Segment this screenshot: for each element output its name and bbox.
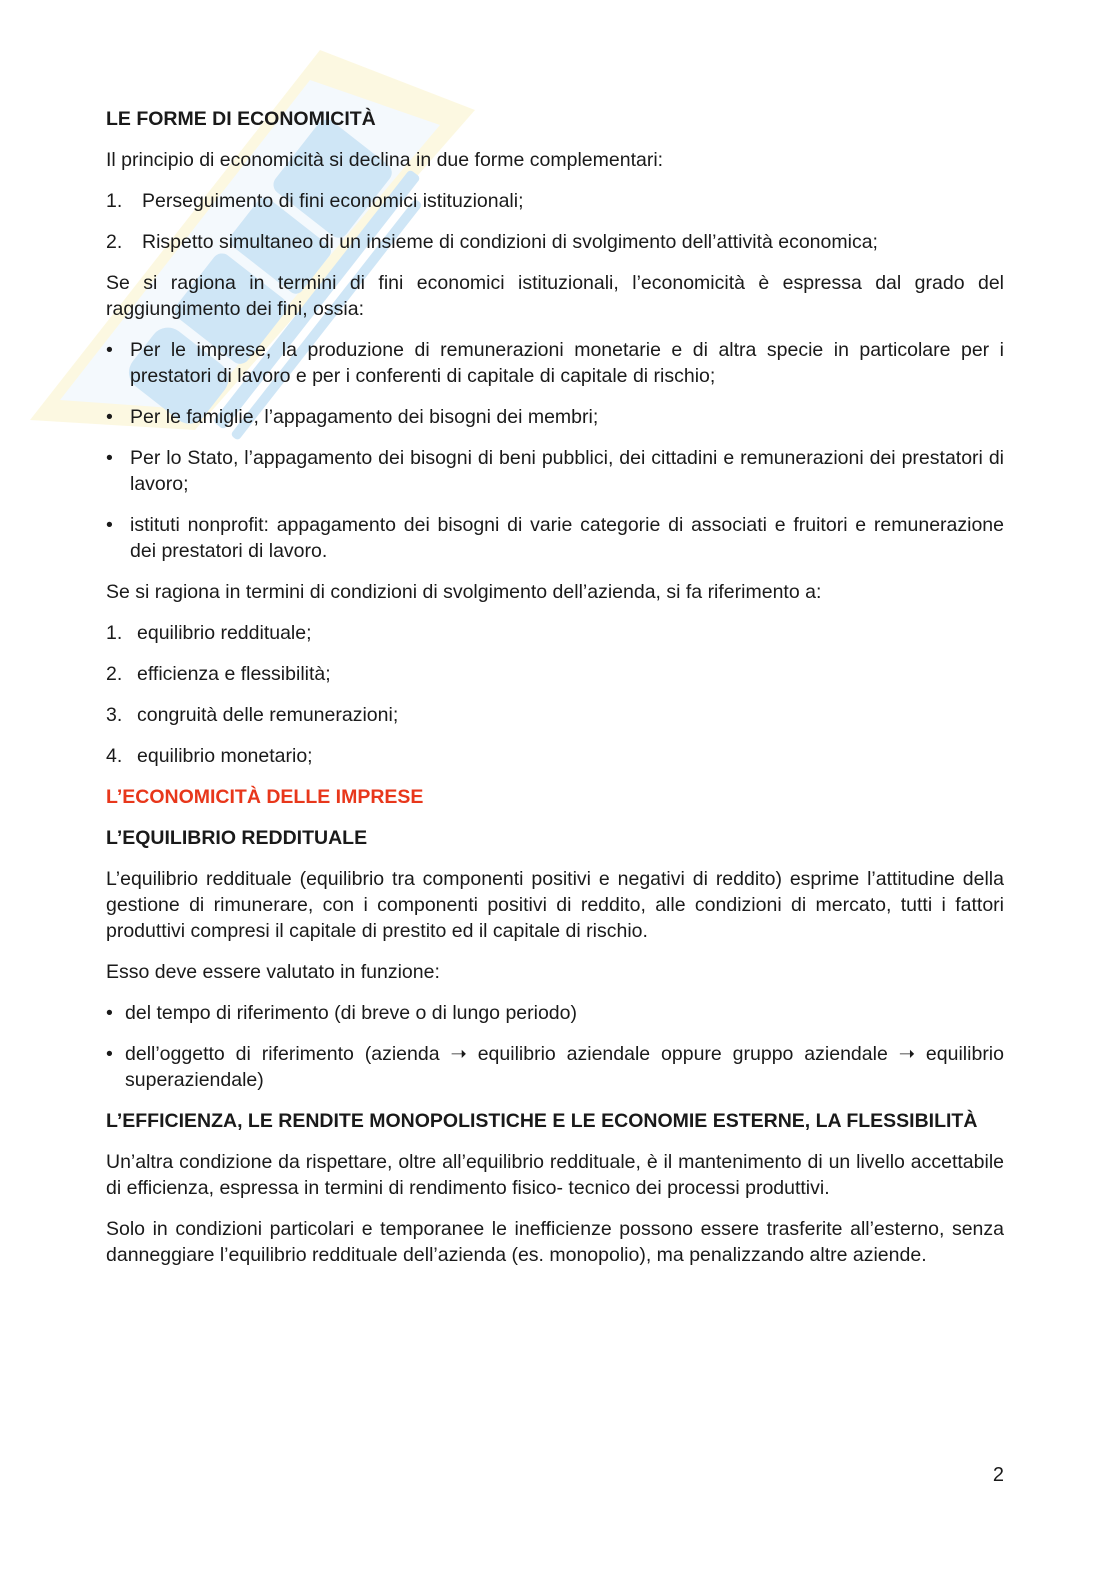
bullet-icon: • — [106, 339, 113, 361]
heading-efficienza: L’EFFICIENZA, LE RENDITE MONOPOLISTICHE E LE ECONOMIE ESTERNE, LA FLESSIBILITÀ — [106, 1110, 978, 1132]
list-number: 1. — [106, 622, 123, 644]
bullet-icon: • — [106, 447, 113, 469]
forms-list-item — [106, 229, 1004, 255]
list-text: Perseguimento di fini economici istituzionali; — [142, 190, 524, 212]
list-number: 4. — [106, 745, 123, 767]
list-text: dell’oggetto di riferimento (azienda ➝ equilibrio aziendale oppure gruppo aziendale ➝ equilibrio superaziendale) — [125, 1043, 1004, 1091]
heading-economicita-imprese: L’ECONOMICITÀ DELLE IMPRESE — [106, 786, 424, 808]
conditions-list-item — [106, 620, 1004, 646]
equilibrio-paragraph: L’equilibrio reddituale (equilibrio tra componenti positivi e negativi di reddito) esprime l’attitudine della gestione di rimunerare, con i componenti positivi di reddito, alle condizioni di mercato, tutti i fattori produttivi compresi il capitale di prestito ed il capitale di rischio. — [106, 868, 1004, 942]
list-number: 2. — [106, 663, 123, 685]
list-number: 2. — [106, 231, 123, 253]
heading-forme-economicita: LE FORME DI ECONOMICITÀ — [106, 108, 376, 130]
efficienza-paragraph-2: Solo in condizioni particolari e temporanee le inefficienze possono essere trasferite all’esterno, senza danneggiare l’equilibrio reddituale dell’azienda (es. monopolio), ma penalizzando altre aziende. — [106, 1218, 1004, 1266]
forms-list-item — [106, 188, 1004, 214]
list-text: istituti nonprofit: appagamento dei bisogni di varie categorie di associati e fruitori e remunerazione dei prestatori di lavoro. — [130, 514, 1004, 562]
bullet-icon: • — [106, 1043, 113, 1065]
heading-equilibrio-reddituale: L’EQUILIBRIO REDDITUALE — [106, 827, 368, 849]
fini-list-item — [106, 512, 1004, 564]
fini-list-item — [106, 445, 1004, 497]
list-text: Per le famiglie, l’appagamento dei bisogni dei membri; — [130, 406, 599, 428]
list-text: equilibrio monetario; — [137, 745, 313, 767]
list-text: Rispetto simultaneo di un insieme di condizioni di svolgimento dell’attività economica; — [142, 231, 878, 253]
conditions-list-item — [106, 661, 1004, 687]
valutazione-paragraph: Esso deve essere valutato in funzione: — [106, 961, 440, 983]
valutazione-list-item — [106, 1041, 1004, 1093]
list-text: Per le imprese, la produzione di remunerazioni monetarie e di altra specie in particolare per i prestatori di lavoro e per i conferenti di capitale di capitale di rischio; — [130, 339, 1004, 387]
bullet-icon: • — [106, 406, 113, 428]
list-number: 3. — [106, 704, 123, 726]
list-text: efficienza e flessibilità; — [137, 663, 331, 685]
list-text: equilibrio reddituale; — [137, 622, 312, 644]
intro-paragraph: Il principio di economicità si declina in due forme complementari: — [106, 149, 664, 171]
document-page — [106, 106, 1004, 1283]
conditions-paragraph: Se si ragiona in termini di condizioni di svolgimento dell’azienda, si fa riferimento a: — [106, 581, 822, 603]
fini-list-item — [106, 404, 1004, 430]
conditions-list-item — [106, 743, 1004, 769]
bullet-icon: • — [106, 514, 113, 536]
efficienza-paragraph-1: Un’altra condizione da rispettare, oltre all’equilibrio reddituale, è il mantenimento di un livello accettabile di efficienza, espressa in termini di rendimento fisico- tecnico dei processi produttivi. — [106, 1151, 1004, 1199]
page-number: 2 — [992, 1464, 1004, 1486]
list-text: del tempo di riferimento (di breve o di lungo periodo) — [125, 1002, 577, 1024]
bullet-icon: • — [106, 1002, 113, 1024]
fini-paragraph: Se si ragiona in termini di fini economici istituzionali, l’economicità è espressa dal grado del raggiungimento dei fini, ossia: — [106, 272, 1004, 320]
valutazione-list-item — [106, 1000, 1004, 1026]
conditions-list-item — [106, 702, 1004, 728]
list-number: 1. — [106, 190, 123, 212]
fini-list-item — [106, 337, 1004, 389]
list-text: Per lo Stato, l’appagamento dei bisogni di beni pubblici, dei cittadini e remunerazioni dei prestatori di lavoro; — [130, 447, 1004, 495]
list-text: congruità delle remunerazioni; — [137, 704, 399, 726]
